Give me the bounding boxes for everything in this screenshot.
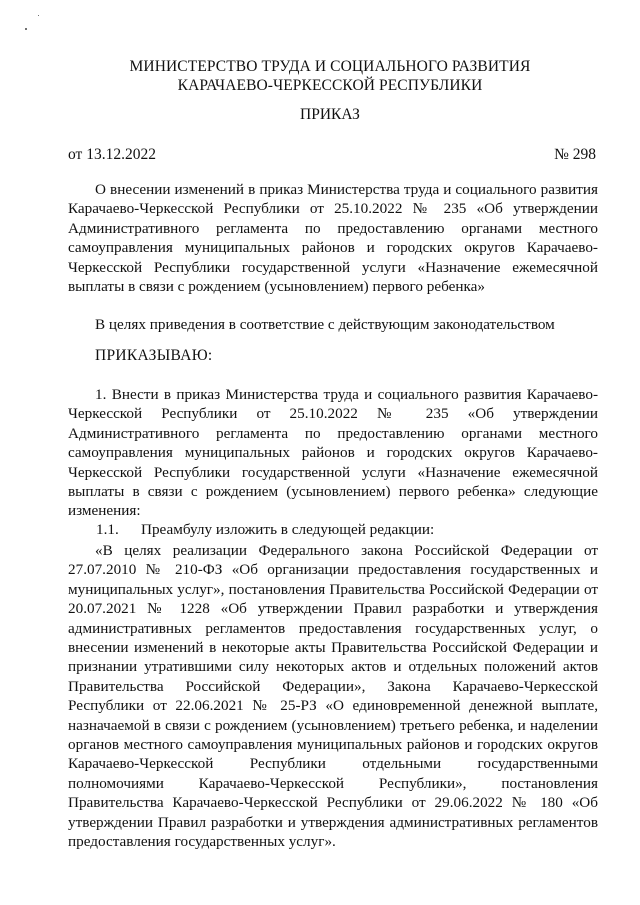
scan-speck (25, 28, 27, 30)
order-date: от 13.12.2022 (68, 146, 156, 163)
order-number: № 298 (554, 146, 596, 163)
preamble (68, 315, 598, 334)
item-1-text: 1. Внести в приказ Министерства труда и социального развития Карачаево-Черкесской Республики от 25.10.2022 № 235 «Об утверждении Административного регламента по предоставлению органами местного самоуправления муниципальных районов и городских округов Карачаево-Черкесской Республики государственной услуги «Назначение ежемесячной выплаты в связи с рождением (усыновлением) первого ребенка» следующие изменения: (68, 386, 598, 520)
directive-heading: ПРИКАЗЫВАЮ: (95, 347, 213, 364)
scan-speck (38, 15, 39, 16)
ministry-name-line2: КАРАЧАЕВО-ЧЕРКЕССКОЙ РЕСПУБЛИКИ (177, 77, 483, 94)
item-1-1-number: 1.1. (96, 521, 119, 538)
order-subject-text: О внесении изменений в приказ Министерства труда и социального развития Карачаево-Черкесской Республики от 25.10.2022 № 235 «Об утверждении Административного регламента по предоставлению органами местного самоуправления муниципальных районов и городских округов Карачаево-Черкесской Республики государственной услуги «Назначение ежемесячной выплаты в связи с рождением (усыновлением) первого ребенка» (68, 181, 598, 296)
item-1-1-text: Преамбулу изложить в следующей редакции: (141, 521, 435, 538)
ministry-name-line1: МИНИСТЕРСТВО ТРУДА И СОЦИАЛЬНОГО РАЗВИТИЯ (129, 58, 531, 75)
preamble-text: В целях приведения в соответствие с действующим законодательством (95, 316, 555, 333)
order-title: ПРИКАЗ (300, 106, 360, 123)
item-1 (68, 385, 598, 521)
item-1-1 (96, 521, 434, 539)
quoted-preamble-text: «В целях реализации Федерального закона Российской Федерации от 27.07.2010 № 210-ФЗ «Об организации предоставления государственных и муниципальных услуг», постановления Правительства Российской Федерации от 20.07.2021 № 1228 «Об утверждении Правил разработки и утверждения административных регламентов предоставления государственных услуг, о внесении изменений в некоторые акты Правительства Российской Федерации и признании утратившими силу некоторых актов и отдельных положений актов Правительства Российской Федерации», Закона Карачаево-Черкесской Республики от 22.06.2021 № 25-РЗ «О единовременной денежной выплате, назначаемой в связи с рождением (усыновлением) третьего ребенка, и наделении органов местного самоуправления муниципальных районов и городских округов Карачаево-Черкесской Республики отдельными государственными полномочиями Карачаево-Черкесской Республики», постановления Правительства Карачаево-Черкесской Республики от 29.06.2022 № 180 «Об утверждении Правил разработки и утверждения административных регламентов предоставления государственных услуг». (68, 542, 598, 851)
quoted-preamble (68, 541, 598, 852)
order-date-number-line (68, 146, 596, 164)
order-subject (68, 180, 598, 296)
